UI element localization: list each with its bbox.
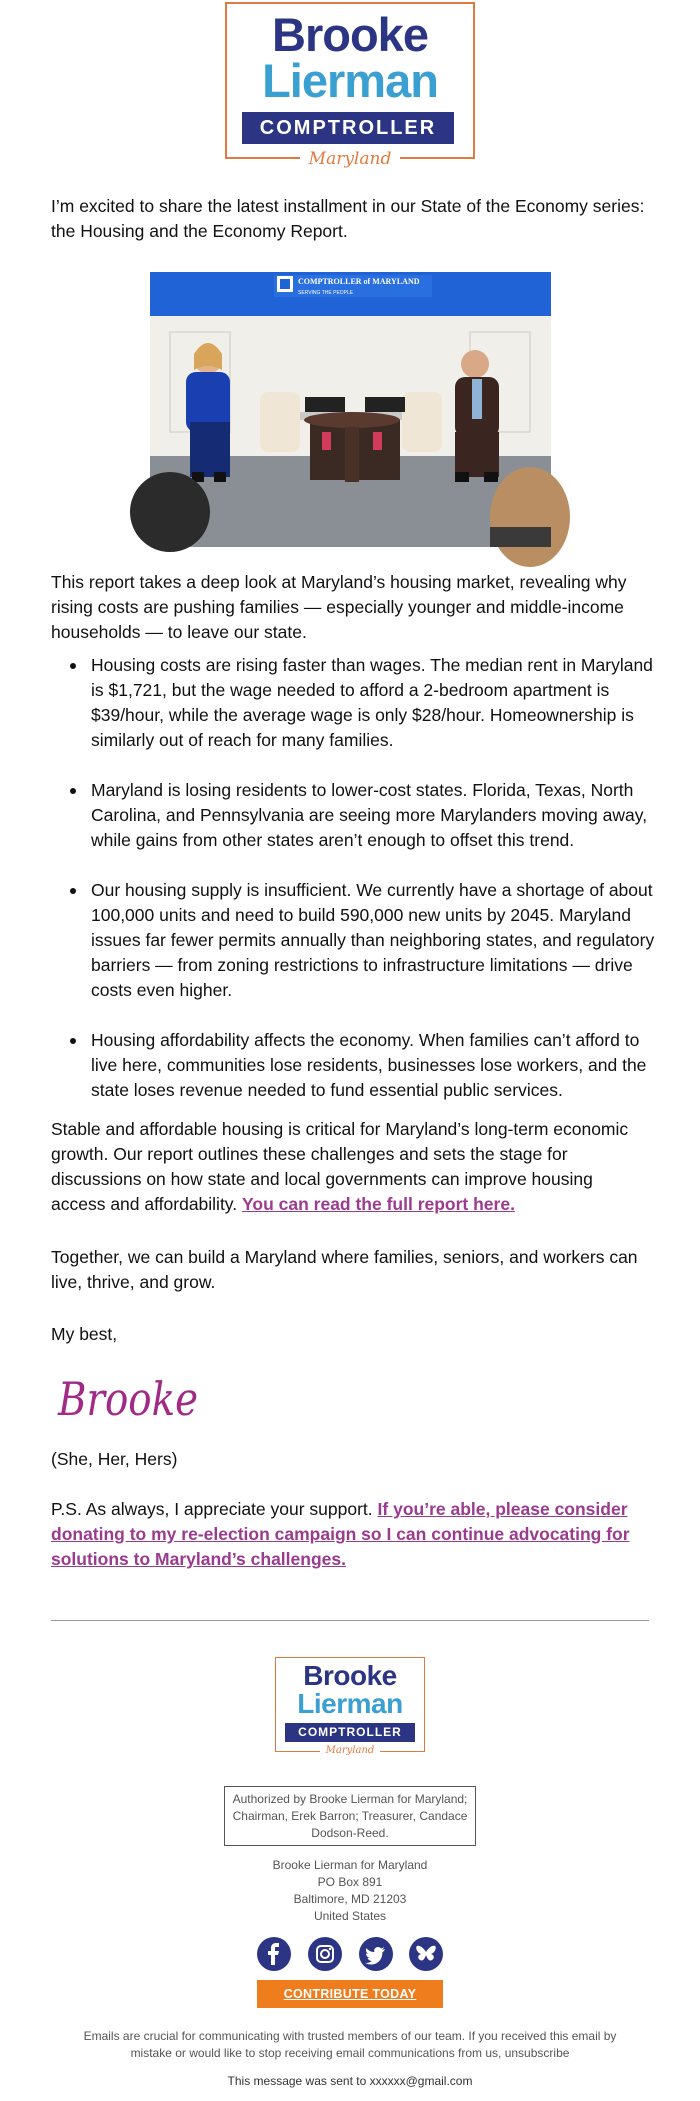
facebook-icon[interactable] (257, 1937, 291, 1971)
pronouns: (She, Her, Hers) (51, 1449, 178, 1469)
findings-list (51, 653, 661, 1103)
together-paragraph: Together, we can build a Maryland where families, seniors, and workers can live, thrive, and grow. (51, 1247, 638, 1292)
list-item: Housing affordability affects the economy. When families can’t afford to live here, communities lose residents, businesses lose workers, and the state loses revenue needed to fund essential public services. (51, 1028, 661, 1103)
legal-text: Emails are crucial for communicating with trusted members of our team. If you received this email by mistake or would like to stop receiving email communications from us, unsubscribe (83, 2029, 617, 2060)
event-photo (150, 272, 551, 547)
logo-office: COMPTROLLER (242, 112, 454, 144)
instagram-icon[interactable] (308, 1937, 342, 1971)
contribute-button[interactable]: CONTRIBUTE TODAY (257, 1980, 443, 2008)
report-paragraph: This report takes a deep look at Maryland’s housing market, revealing why rising costs are pushing families — especially younger and middle-income households — to leave our state. (51, 572, 627, 642)
social-links (257, 1937, 443, 1971)
footer-logo-state: Maryland (320, 1744, 380, 1758)
closing-text: My best, (51, 1324, 118, 1344)
footer-logo-office: COMPTROLLER (285, 1723, 415, 1742)
twitter-icon[interactable] (359, 1937, 393, 1971)
mailing-address (200, 1857, 500, 1925)
stable-text: Stable and affordable housing is critical for Maryland’s long-term economic growth. Our report outlines these challenges and sets the stage for discussions on how state and local governments can improve housing access and affordability. (51, 1119, 629, 1214)
list-item: Housing costs are rising faster than wages. The median rent in Maryland is $1,721, but the wage needed to afford a 2-bedroom apartment is $39/hour, while the average wage is only $28/hour. Homeownership is similarly out of reach for many families. (51, 653, 661, 753)
list-item: Our housing supply is insufficient. We currently have a shortage of about 100,000 units and need to build 590,000 new units by 2045. Maryland issues far fewer permits annually than neighboring states, and regulatory barriers — from zoning restrictions to infrastructure limitations — drive costs even higher. (51, 878, 661, 1003)
signature-image (56, 1365, 206, 1430)
ps-text: P.S. As always, I appreciate your support. (51, 1499, 373, 1519)
stable-paragraph (51, 1117, 651, 1217)
full-report-link[interactable]: You can read the full report here. (242, 1194, 515, 1214)
signature-text: Brooke (57, 1372, 199, 1426)
list-item: Maryland is losing residents to lower-cost states. Florida, Texas, North Carolina, and Pennsylvania are seeing more Marylanders moving away, while gains from other states aren’t enough to offset this trend. (51, 778, 661, 853)
logo-state: Maryland (300, 147, 400, 171)
donate-link[interactable]: If you’re able, please consider donating to my re-election campaign so I can continue advocating for solutions to Maryland’s challenges. (51, 1499, 630, 1569)
footer-divider (51, 1620, 649, 1621)
banner-subtitle: SERVING THE PEOPLE (298, 290, 354, 296)
intro-paragraph: I’m excited to share the latest installment in our State of the Economy series: the Housing and the Economy Report. (51, 196, 645, 241)
footer-logo-first-name: Brooke (303, 1660, 397, 1691)
bluesky-icon[interactable] (409, 1937, 443, 1971)
banner-title: COMPTROLLER of MARYLAND (298, 277, 420, 286)
footer-logo-last-name: Lierman (297, 1688, 403, 1719)
legal-notice (70, 2028, 630, 2062)
address-line: PO Box 891 (317, 1875, 383, 1889)
logo-first-name: Brooke (272, 8, 428, 61)
logo-last-name: Lierman (262, 54, 438, 107)
authorization-box: Authorized by Brooke Lierman for Maryland; Chairman, Erek Barron; Treasurer, Candace Dodson-Reed. (224, 1786, 476, 1846)
ps-paragraph (51, 1497, 651, 1572)
address-line: Brooke Lierman for Maryland (272, 1858, 428, 1872)
address-line: United States (313, 1909, 387, 1923)
address-line: Baltimore, MD 21203 (293, 1892, 407, 1906)
footer-logo (275, 1657, 425, 1757)
header-logo (225, 2, 475, 172)
sent-to-notice: This message was sent to xxxxxx@gmail.com (227, 2074, 473, 2088)
